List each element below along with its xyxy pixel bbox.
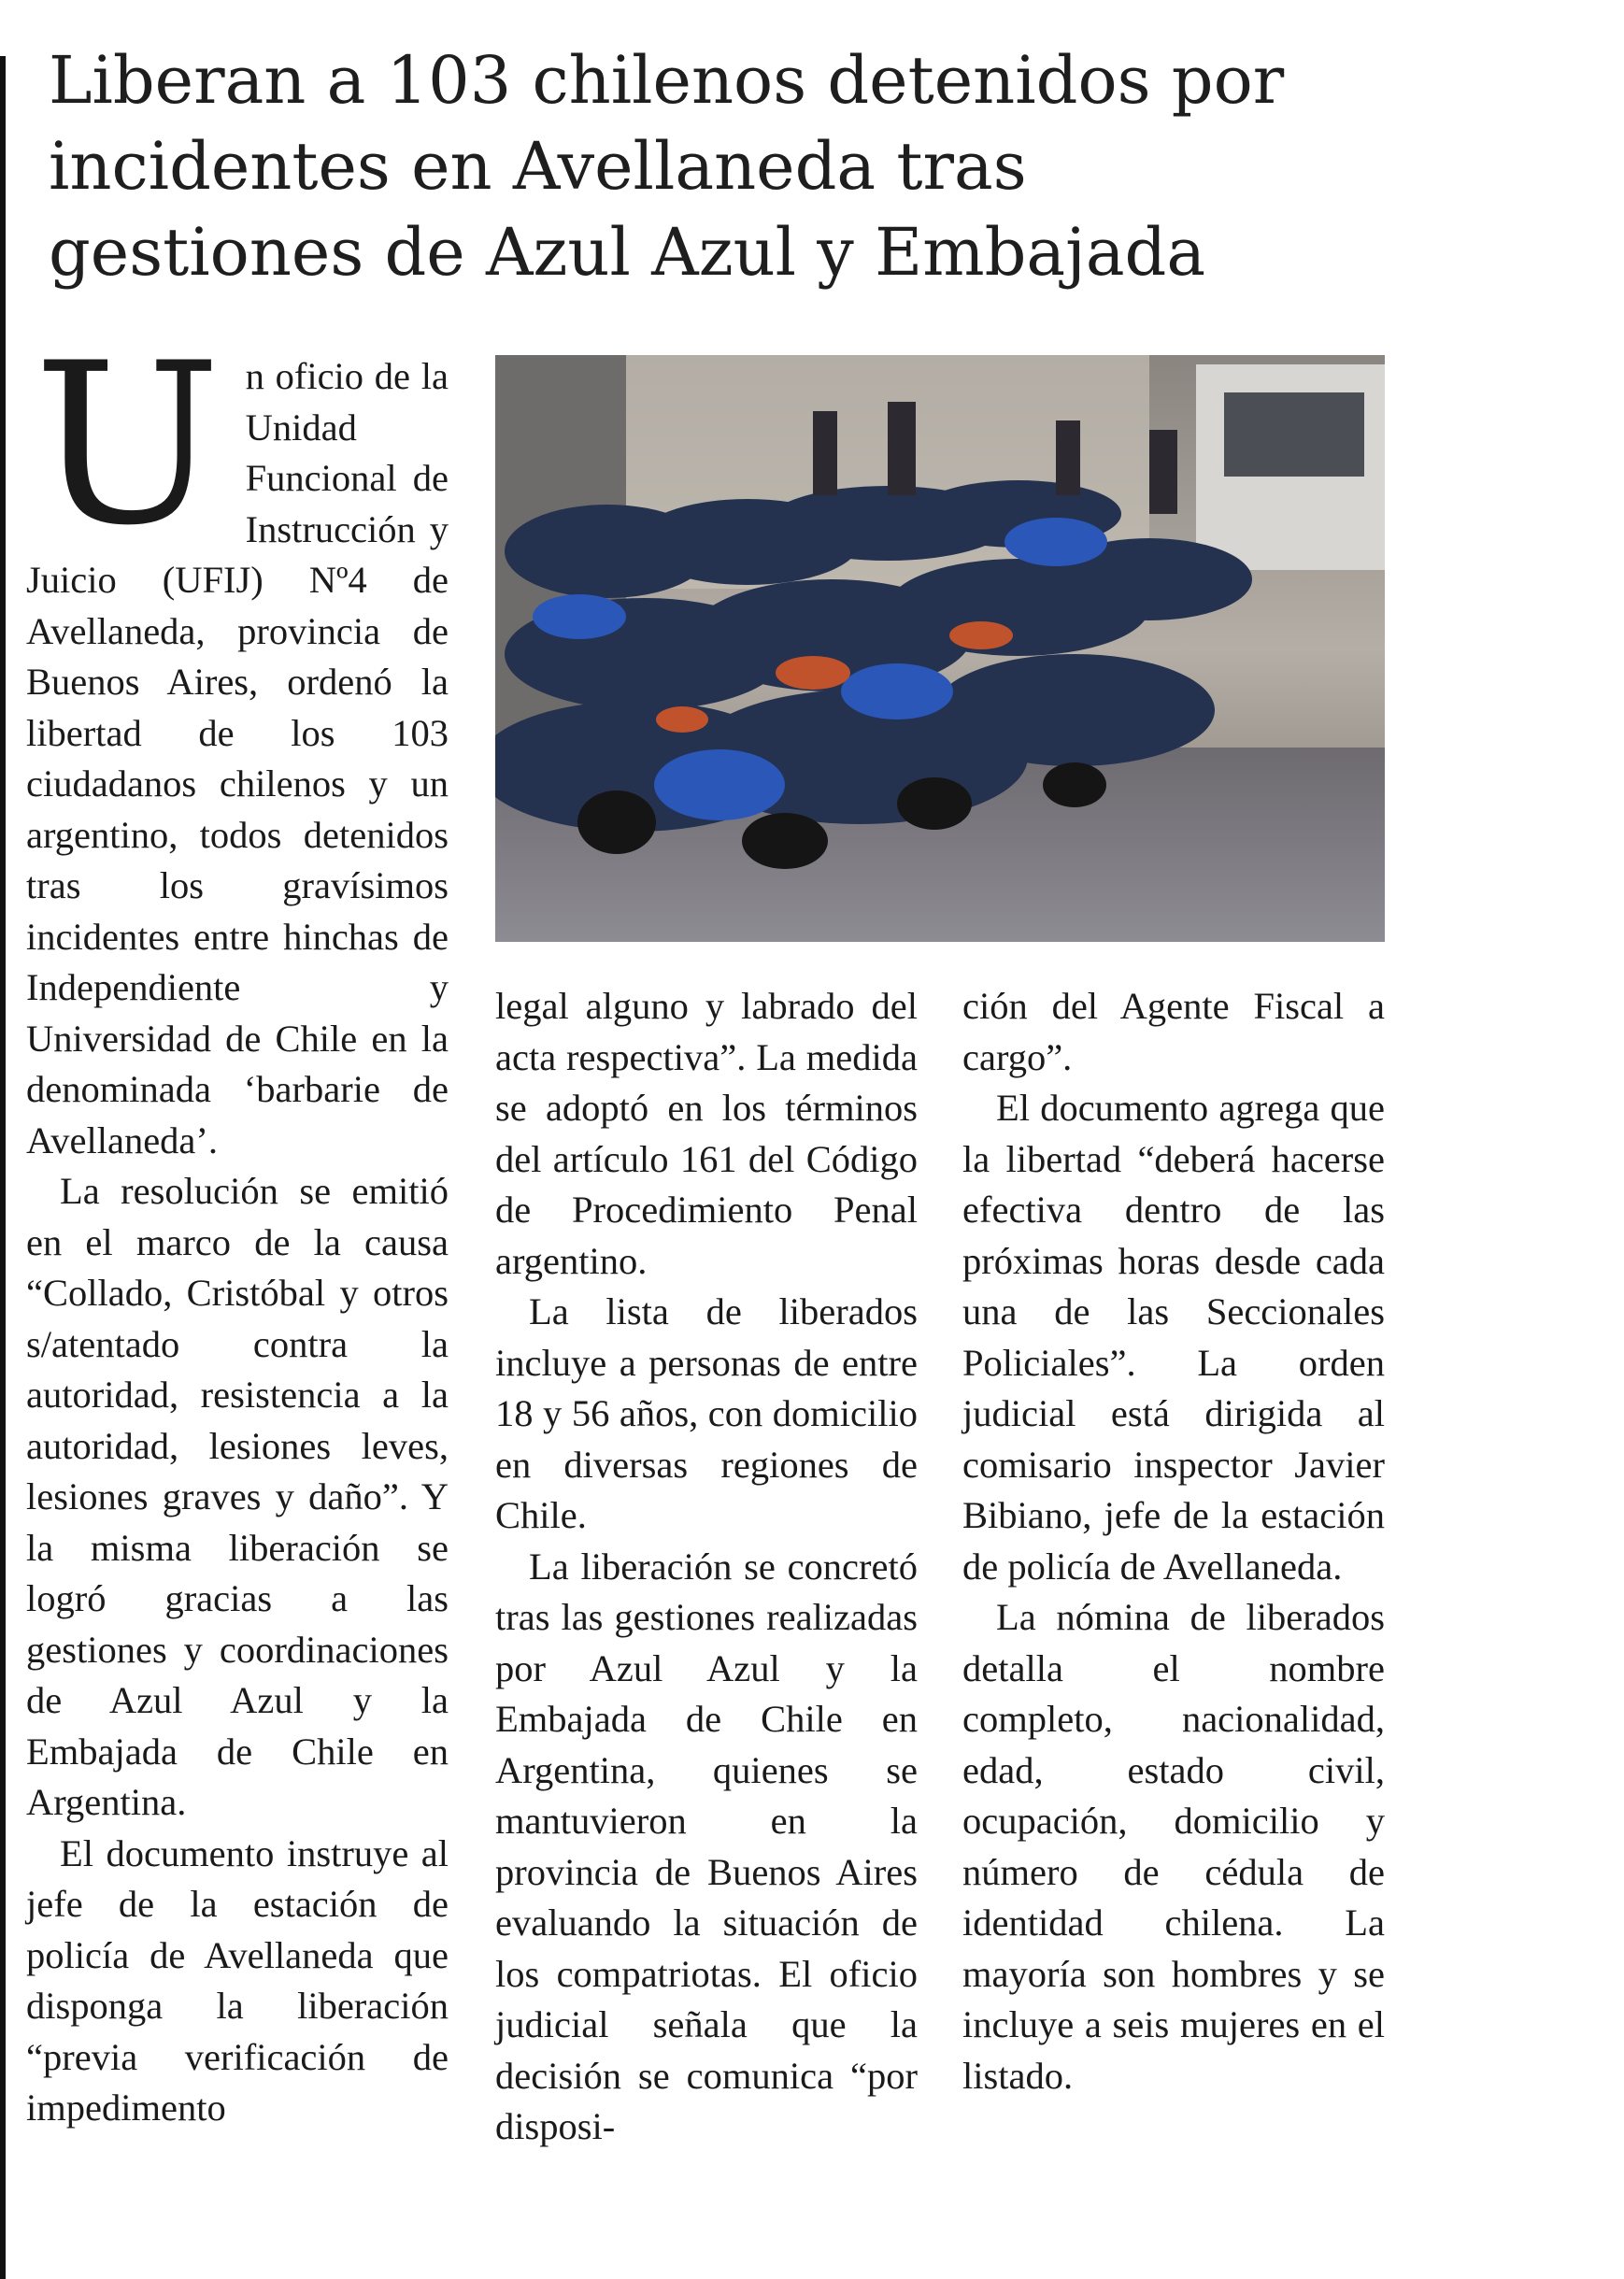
- paragraph-text: n oficio de la Unidad Funcional de Instrucción y Juicio (UFIJ) Nº4 de Avellaneda, provincia de Buenos Aires, ordenó la libertad de los 103 ciudadanos chilenos y un argentino, todos detenidos tras los gravísimos incidentes entre hinchas de Independiente y Universidad de Chile en la denominada ‘barbarie de Avellaneda’.: [26, 355, 449, 1161]
- article-column-1: [26, 316, 449, 2134]
- paragraph: La nómina de liberados detalla el nombre completo, nacionalidad, edad, estado civil, ocupación, domicilio y número de cédula de identidad chilena. La mayoría son hombres y se incluye a seis mujeres en el listado.: [962, 1596, 1385, 2097]
- article-column-2: [495, 981, 918, 2153]
- paragraph: La lista de liberados incluye a personas de entre 18 y 56 años, con domicilio en diversas regiones de Chile.: [495, 1290, 918, 1536]
- drop-cap: U: [34, 316, 221, 575]
- left-margin-rule: [0, 56, 6, 2279]
- headline: Liberan a 103 chilenos detenidos por incidentes en Avellaneda tras gestiones de Azul Azul y Embajada: [49, 42, 1285, 291]
- detainees-photo-illustration: [495, 355, 1385, 942]
- news-photo: [495, 355, 1385, 942]
- article-column-3: [962, 981, 1385, 2101]
- paragraph: El documento instruye al jefe de la estación de policía de Avellaneda que disponga la liberación “previa verificación de impedimento: [26, 1831, 449, 2129]
- paragraph: [26, 316, 449, 1166]
- paragraph: La liberación se concretó tras las gestiones realizadas por Azul Azul y la Embajada de Chile en Argentina, quienes se mantuvieron en la provincia de Buenos Aires evaluando la situación de los compatriotas. El oficio judicial señala que la decisión se comunica “por disposi-: [495, 1545, 918, 2147]
- paragraph: El documento agrega que la libertad “deberá hacerse efectiva dentro de las próximas horas desde cada una de las Seccionales Policiales”. La orden judicial está dirigida al comisario inspector Javier Bibiano, jefe de la estación de policía de Avellaneda.: [962, 1087, 1385, 1588]
- paragraph: La resolución se emitió en el marco de la causa “Collado, Cristóbal y otros s/atentado contra la autoridad, resistencia a la autoridad, lesiones leves, lesiones graves y daño”. Y la misma liberación se logró gracias a las gestiones y coordinaciones de Azul Azul y la Embajada de Chile en Argentina.: [26, 1170, 449, 1823]
- paragraph: legal alguno y labrado del acta respectiva”. La medida se adoptó en los términos del artículo 161 del Código de Procedimiento Penal argentino.: [495, 985, 918, 1282]
- paragraph: ción del Agente Fiscal a cargo”.: [962, 985, 1385, 1078]
